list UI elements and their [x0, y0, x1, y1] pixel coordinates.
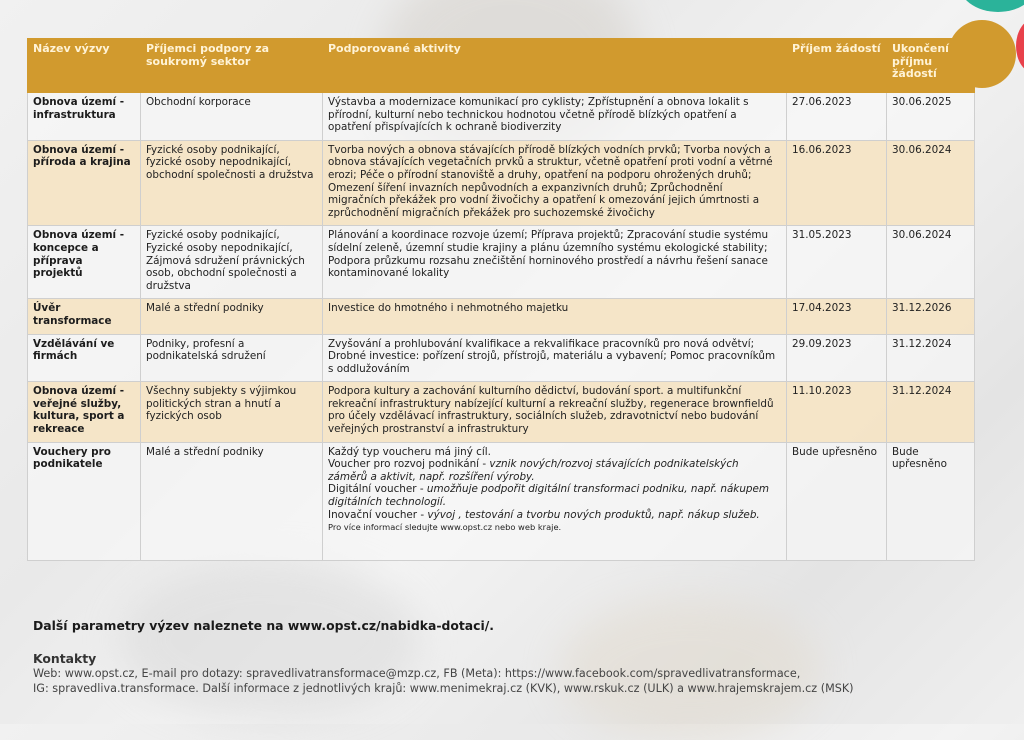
voucher-intro: Každý typ voucheru má jiný cíl. [328, 445, 491, 458]
call-recipients: Obchodní korporace [141, 93, 323, 141]
call-name: Vouchery pro podnikatele [28, 442, 141, 560]
call-start-date: Bude upřesněno [787, 442, 887, 560]
contacts-heading: Kontakty [33, 651, 97, 666]
call-name: Vzdělávání ve firmách [28, 334, 141, 382]
voucher-type-description: vznik nových/rozvoj stávajících podnikatelských záměrů a aktivit, např. rozšíření výroby. [328, 458, 739, 483]
call-name: Obnova území - veřejné služby, kultura, sport a rekreace [28, 382, 141, 442]
voucher-type-description: umožňuje podpořit digitální transformaci podniku, např. nákupem digitálních technologií. [328, 483, 770, 509]
table-row [28, 442, 975, 560]
call-recipients: Fyzické osoby podnikající, fyzické osoby nepodnikající, obchodní společnosti a družstva [141, 140, 323, 226]
call-start-date: 16.06.2023 [787, 140, 887, 226]
call-name: Obnova území - infrastruktura [28, 93, 141, 141]
contacts-section [33, 651, 854, 696]
call-activities: Výstavba a modernizace komunikací pro cyklisty; Zpřístupnění a obnova lokalit s přírodní, kulturní nebo technickou hodnotou včetně přírodě blízkých opatření a opatření přispívajících k ochraně biodiverzity [323, 93, 787, 141]
table-row [28, 140, 975, 226]
table-row [28, 226, 975, 299]
call-recipients: Všechny subjekty s výjimkou politických stran a hnutí a fyzických osob [141, 382, 323, 442]
header-call-name: Název výzvy [28, 39, 141, 93]
table-row [28, 334, 975, 382]
header-recipients: Příjemci podpory za soukromý sektor [141, 39, 323, 93]
call-start-date: 31.05.2023 [787, 226, 887, 299]
table-row [28, 382, 975, 442]
call-start-date: 17.04.2023 [787, 299, 887, 334]
grant-calls-table [27, 38, 975, 561]
voucher-type-label: Digitální voucher - [328, 483, 427, 496]
call-start-date: 11.10.2023 [787, 382, 887, 442]
header-activities: Podporované aktivity [323, 39, 787, 93]
call-recipients: Fyzické osoby podnikající, Fyzické osoby nepodnikající, Zájmová sdružení právnických osob, obchodní společnosti a družstva [141, 226, 323, 299]
call-start-date: 27.06.2023 [787, 93, 887, 141]
call-name: Úvěr transformace [28, 299, 141, 334]
call-recipients: Malé a střední podniky [141, 442, 323, 560]
call-start-date: 29.09.2023 [787, 334, 887, 382]
contacts-line-web: Web: www.opst.cz, E-mail pro dotazy: spravedlivatransformace@mzp.cz, FB (Meta): https://www.facebook.com/spravedlivatransformace, [33, 667, 801, 680]
call-name: Obnova území - koncepce a příprava projektů [28, 226, 141, 299]
call-end-date: 30.06.2024 [887, 140, 975, 226]
call-activities: Plánování a koordinace rozvoje území; Příprava projektů; Zpracování studie systému sídelní zeleně, územní studie krajiny a plánu územního systému ekologické stability; Podpora průzkumu rozsahu znečištění horninového prostředí a návrhu řešení sanace kontaminované lokality [323, 226, 787, 299]
call-activities: Tvorba nových a obnova stávajících přírodě blízkých vodních prvků; Tvorba nových a obnova stávajících vegetačních prvků a struktur, včetně opatření proti vodní a větrné erozi; Péče o přírodní stanoviště a druhy, opatření na podporu ohrožených druhů; Omezení šíření invazních nepůvodních a expanzivních druhů; Zprůchodnění migračních překážek pro vodní živočichy a opatření k omezování jejich úmrtnosti a zprůchodnění migračních překážek pro suchozemské živočichy [323, 140, 787, 226]
header-application-start: Příjem žádostí [787, 39, 887, 93]
header-application-end: Ukončení příjmu žádostí [887, 39, 975, 93]
call-end-date: 31.12.2024 [887, 382, 975, 442]
voucher-info-note: Pro více informací sledujte www.opst.cz nebo web kraje. [328, 522, 562, 533]
table-row [28, 299, 975, 334]
call-end-date: 30.06.2025 [887, 93, 975, 141]
call-activities [323, 442, 787, 560]
call-recipients: Podniky, profesní a podnikatelská sdružení [141, 334, 323, 382]
call-end-date: 31.12.2026 [887, 299, 975, 334]
call-end-date: 31.12.2024 [887, 334, 975, 382]
call-name: Obnova území - příroda a krajina [28, 140, 141, 226]
call-end-date: 30.06.2024 [887, 226, 975, 299]
decorative-red-circle [1016, 18, 1024, 74]
call-activities: Podpora kultury a zachování kulturního dědictví, budování sport. a multifunkční rekreační infrastruktury nabízející kulturní a rekreační služby, regenerace brownfieldů pro účely vzdělávací infrastruktury, sociálních služeb, zdravotnictví nebo budování veřejných prostranství a infrastruktury [323, 382, 787, 442]
call-activities: Investice do hmotného i nehmotného majetku [323, 299, 787, 334]
more-parameters-notice: Další parametry výzev naleznete na www.opst.cz/nabidka-dotaci/. [33, 618, 494, 633]
call-activities: Zvyšování a prohlubování kvalifikace a rekvalifikace pracovníků pro nová odvětví; Drobné investice: pořízení strojů, přístrojů, materiálu a vybavení; Pomoc pracovníkům s oddlužováním [323, 334, 787, 382]
call-recipients: Malé a střední podniky [141, 299, 323, 334]
voucher-type-label: Voucher pro rozvoj podnikání - [328, 458, 490, 471]
voucher-type-label: Inovační voucher - [328, 508, 428, 521]
decorative-teal-circle [958, 0, 1024, 12]
contacts-line-regions: IG: spravedliva.transformace. Další informace z jednotlivých krajů: www.menimekraj.cz (KVK), www.rskuk.cz (ULK) a www.hrajemskrajem.cz (MSK) [33, 682, 854, 695]
voucher-type-description: vývoj , testování a tvorbu nových produktů, např. nákup služeb. [427, 508, 760, 521]
table-row [28, 93, 975, 141]
call-end-date: Bude upřesněno [887, 442, 975, 560]
table-header-row [28, 39, 975, 93]
background-photo-shape [120, 560, 420, 720]
